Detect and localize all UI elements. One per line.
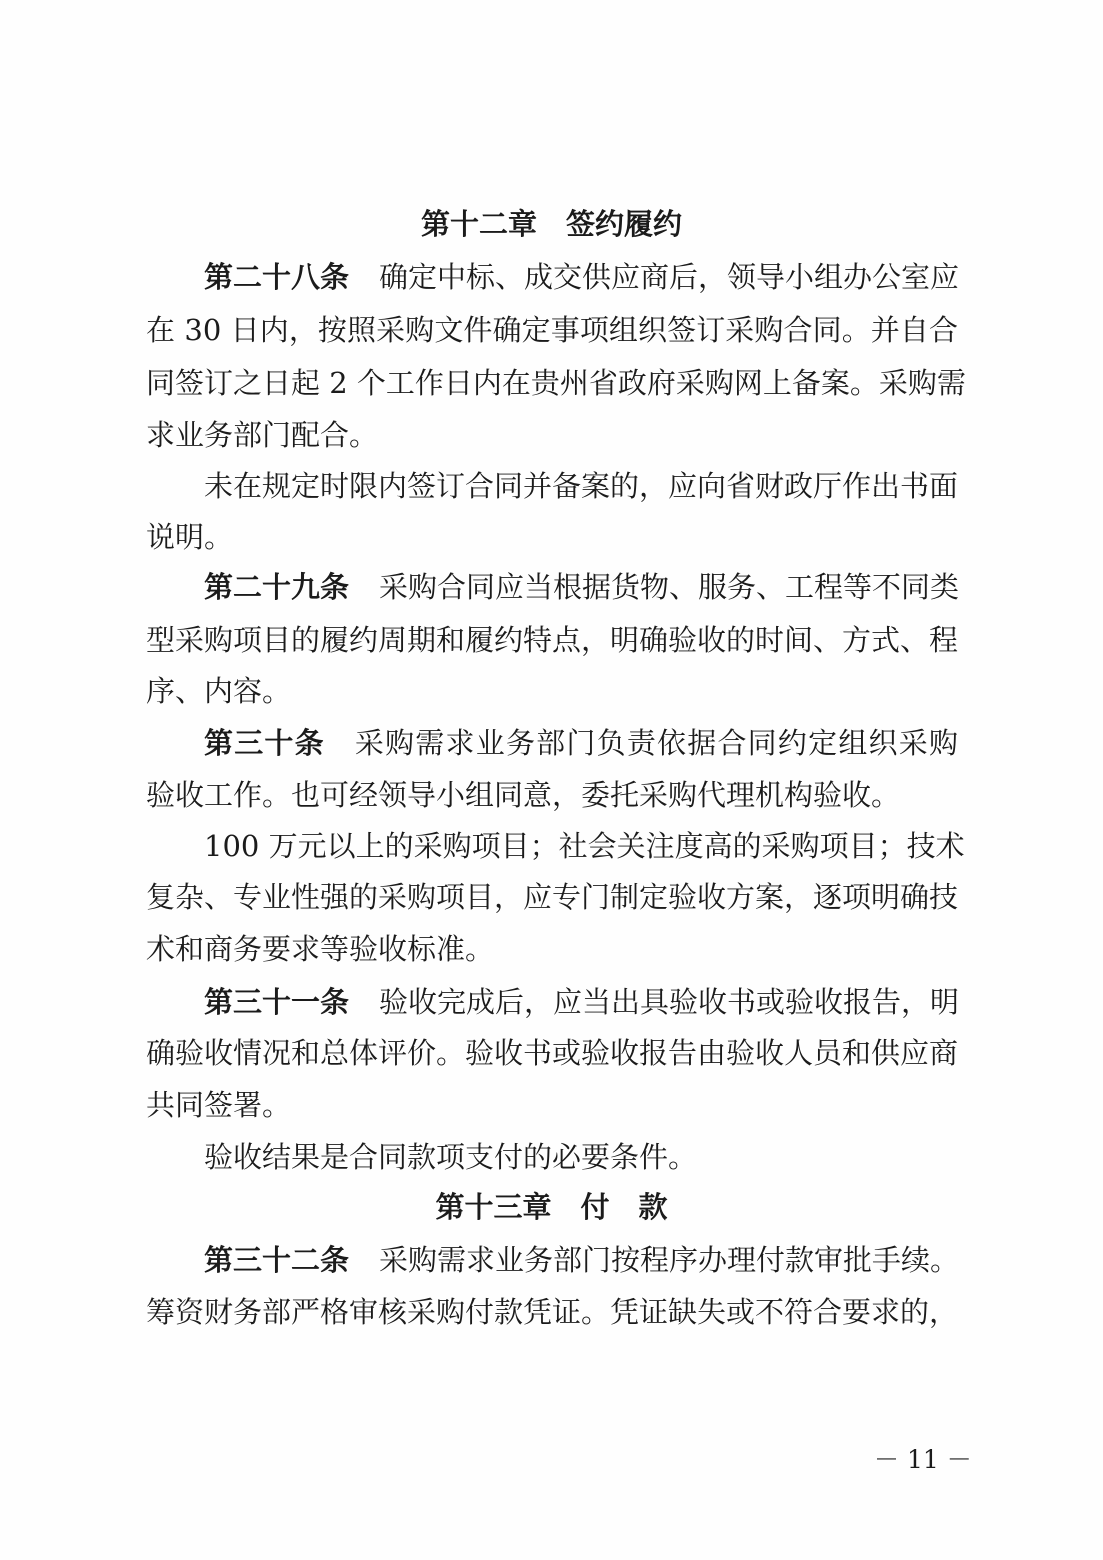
article-32-line-2: 筹资财务部严格审核采购付款凭证。凭证缺失或不符合要求的，	[146, 1295, 959, 1329]
article-31-para2-line-1: 验收结果是合同款项支付的必要条件。	[204, 1140, 698, 1174]
article-29-line-1: 第二十九条 采购合同应当根据货物、服务、工程等不同类	[204, 570, 960, 604]
article-30-para2-line-1: 100 万元以上的采购项目；社会关注度高的采购项目；技术	[204, 829, 965, 863]
article-31-line-3: 共同签署。	[146, 1088, 292, 1122]
article-28-para2-line-2: 说明。	[146, 520, 234, 554]
article-32-label: 第三十二条	[204, 1243, 350, 1277]
article-28-line-3: 同签订之日起 2 个工作日内在贵州省政府采购网上备案。采购需	[146, 366, 966, 400]
article-31-line-1: 第三十一条 验收完成后，应当出具验收书或验收报告，明	[204, 985, 960, 1019]
article-31-line-2: 确验收情况和总体评价。验收书或验收报告由验收人员和供应商	[146, 1036, 959, 1070]
article-31-label: 第三十一条	[204, 985, 350, 1019]
article-29-label: 第二十九条	[204, 570, 350, 604]
chapter-12-heading: 第十二章 签约履约	[420, 207, 682, 241]
article-30-line-2: 验收工作。也可经领导小组同意，委托采购代理机构验收。	[146, 778, 901, 812]
article-30-para2-line-3: 术和商务要求等验收标准。	[146, 932, 495, 966]
chapter-13-heading: 第十三章 付 款	[435, 1190, 668, 1224]
page-number: － 11 －	[874, 1445, 972, 1474]
article-28-para2-line-1: 未在规定时限内签订合同并备案的，应向省财政厅作出书面	[204, 469, 959, 503]
article-30-line-1: 第三十条 采购需求业务部门负责依据合同约定组织采购	[204, 726, 958, 760]
article-28-line-4: 求业务部门配合。	[146, 418, 379, 452]
article-28-line-2: 在 30 日内，按照采购文件确定事项组织签订采购合同。并自合	[146, 313, 958, 347]
article-28-label: 第二十八条	[204, 260, 350, 294]
article-29-line-2: 型采购项目的履约周期和履约特点，明确验收的时间、方式、程	[146, 623, 959, 657]
article-32-line-1: 第三十二条 采购需求业务部门按程序办理付款审批手续。	[204, 1243, 960, 1277]
article-30-para2-line-2: 复杂、专业性强的采购项目，应专门制定验收方案，逐项明确技	[146, 880, 959, 914]
article-30-label: 第三十条	[204, 726, 325, 760]
article-28-line-1: 第二十八条 确定中标、成交供应商后，领导小组办公室应	[204, 260, 960, 294]
article-29-line-3: 序、内容。	[146, 674, 292, 708]
